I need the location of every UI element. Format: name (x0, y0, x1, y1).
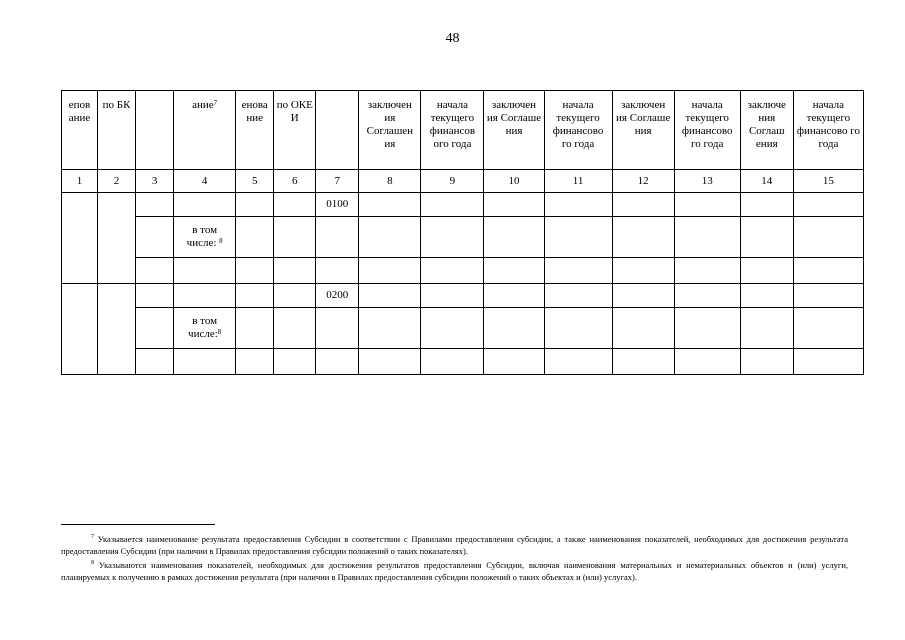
sub-label: в том числе: (188, 315, 218, 340)
table-cell (740, 284, 793, 308)
column-number: 3 (136, 170, 174, 193)
table-cell (544, 193, 612, 217)
column-number: 9 (421, 170, 484, 193)
footnote-mark: 8 (91, 559, 94, 566)
table-cell (421, 193, 484, 217)
header-cell-4 (174, 91, 236, 170)
table-cell (136, 193, 174, 217)
column-number: 7 (316, 170, 359, 193)
header-cell-3 (136, 91, 174, 170)
table-cell (236, 308, 274, 349)
header-cell-6: по ОКЕ И (274, 91, 316, 170)
table-cell (484, 217, 544, 258)
column-number: 6 (274, 170, 316, 193)
column-number-row (62, 170, 864, 193)
table-row (62, 308, 864, 349)
table-cell (421, 308, 484, 349)
table-cell (484, 258, 544, 284)
table-cell (484, 284, 544, 308)
table-cell (793, 308, 863, 349)
header-cell-14: заключе ния Соглаш ения (740, 91, 793, 170)
table-row (62, 193, 864, 217)
table-cell (174, 284, 236, 308)
column-number: 13 (674, 170, 740, 193)
table-cell (98, 284, 136, 375)
table-cell (544, 284, 612, 308)
header-cell-2: по БК (98, 91, 136, 170)
column-number: 1 (62, 170, 98, 193)
column-number: 8 (359, 170, 421, 193)
table-cell (484, 349, 544, 375)
table-cell (359, 349, 421, 375)
column-number: 10 (484, 170, 544, 193)
table-cell (674, 308, 740, 349)
footnote-ref-8: 8 (217, 328, 222, 336)
table-cell (274, 308, 316, 349)
column-number: 2 (98, 170, 136, 193)
table-cell (793, 258, 863, 284)
table-cell (674, 217, 740, 258)
table-cell (544, 217, 612, 258)
footnote-8 (61, 557, 848, 583)
header-cell-1: епов ание (62, 91, 98, 170)
table-cell (316, 349, 359, 375)
header-cell-12: заключен ия Соглаше ния (612, 91, 674, 170)
table-cell (359, 258, 421, 284)
table-row (62, 349, 864, 375)
table-cell (98, 193, 136, 284)
table-cell (421, 349, 484, 375)
table-cell (236, 349, 274, 375)
footnote-ref-8: 8 (219, 237, 223, 245)
table-cell (274, 193, 316, 217)
table-header-row (62, 91, 864, 170)
table-cell (612, 284, 674, 308)
table-cell (236, 284, 274, 308)
table-cell (793, 193, 863, 217)
header-cell-10: заключен ия Соглаше ния (484, 91, 544, 170)
column-number: 4 (174, 170, 236, 193)
table-cell (136, 284, 174, 308)
table-cell (136, 308, 174, 349)
sub-label-cell (174, 217, 236, 258)
table-cell (793, 217, 863, 258)
table-cell (544, 308, 612, 349)
header-cell-4-text: ание (192, 99, 214, 111)
header-cell-15: начала текущего финансово го года (793, 91, 863, 170)
table-cell (674, 349, 740, 375)
table-cell (359, 217, 421, 258)
table-cell (62, 193, 98, 284)
column-number: 12 (612, 170, 674, 193)
header-cell-7 (316, 91, 359, 170)
table-cell (740, 217, 793, 258)
table-cell (544, 349, 612, 375)
table-cell (236, 217, 274, 258)
table-cell (740, 193, 793, 217)
table-cell (316, 217, 359, 258)
header-cell-5: енова ние (236, 91, 274, 170)
footnote-mark: 7 (91, 534, 94, 540)
table-cell (316, 308, 359, 349)
table-cell (359, 308, 421, 349)
table-cell (793, 284, 863, 308)
page-number: 48 (445, 31, 460, 46)
column-number: 15 (793, 170, 863, 193)
report-table (61, 90, 864, 375)
header-cell-13: начала текущего финансово го года (674, 91, 740, 170)
table-cell (136, 217, 174, 258)
table-cell (612, 349, 674, 375)
table-cell (274, 258, 316, 284)
table-cell (174, 193, 236, 217)
table-cell (740, 258, 793, 284)
table-cell (612, 193, 674, 217)
table-cell (359, 193, 421, 217)
table-cell (274, 349, 316, 375)
row-code: 0200 (316, 284, 359, 308)
footnote-text: Указывается наименование результата предоставления Субсидии в соответствии с Правилами предоставления субсидии, а также наименования показателей, необходимых для достижения результата предоставления Субсидии (при наличии в Правилах предоставления субсидии положений о таких показателях). (61, 533, 849, 556)
table-cell (484, 308, 544, 349)
table-cell (359, 284, 421, 308)
table-cell (612, 258, 674, 284)
table-cell (740, 349, 793, 375)
table-cell (484, 193, 544, 217)
table-cell (274, 284, 316, 308)
table-row (62, 217, 864, 258)
table-cell (421, 217, 484, 258)
column-number: 11 (544, 170, 612, 193)
table-cell (674, 258, 740, 284)
table-cell (236, 193, 274, 217)
table-cell (136, 258, 174, 284)
table-row (62, 258, 864, 284)
row-code: 0100 (316, 193, 359, 217)
header-cell-9: начала текущего финансов ого года (421, 91, 484, 170)
table-cell (421, 284, 484, 308)
table-cell (674, 284, 740, 308)
table-cell (740, 308, 793, 349)
table-cell (274, 217, 316, 258)
column-number: 5 (236, 170, 274, 193)
table-cell (544, 258, 612, 284)
footnote-text: Указываются наименования показателей, необходимых для достижения результатов предоставления Субсидии, включая наименования материальных и нематериальных объектов и (или) услуги, планируемых к получению в рамках достижения результата (при наличии в Правилах предоставления субсидии положений о таких объектах и (или) услугах). (61, 559, 848, 582)
table-cell (612, 308, 674, 349)
table-cell (62, 284, 98, 375)
sub-label-cell (174, 308, 236, 349)
footnote-7 (61, 531, 848, 557)
table-cell (316, 258, 359, 284)
footnote-ref-7: 7 (213, 99, 218, 107)
table-cell (136, 349, 174, 375)
table-cell (174, 349, 236, 375)
column-number: 14 (740, 170, 793, 193)
header-cell-8: заключен ия Соглашен ия (359, 91, 421, 170)
header-cell-11: начала текущего финансово го года (544, 91, 612, 170)
table-cell (612, 217, 674, 258)
table-cell (236, 258, 274, 284)
table-cell (421, 258, 484, 284)
footnotes (61, 531, 848, 583)
table-cell (674, 193, 740, 217)
sub-label: в том числе: (186, 224, 218, 249)
footnote-separator (61, 524, 215, 525)
table-row (62, 284, 864, 308)
table-cell (793, 349, 863, 375)
table-cell (174, 258, 236, 284)
